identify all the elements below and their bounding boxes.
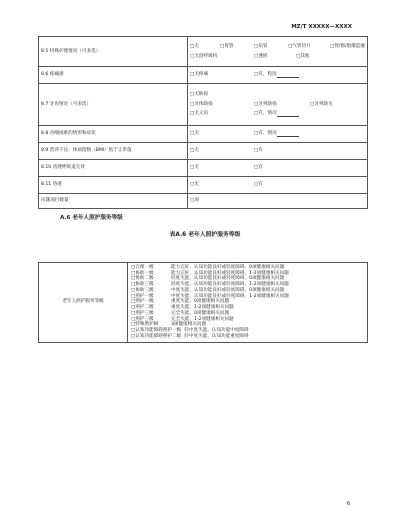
option-no-denture[interactable]: □无义齿 <box>190 111 209 117</box>
table-caption: 表A.6 老年人照护服务等级 <box>169 232 241 238</box>
table-row <box>39 160 368 177</box>
option-tooth-defect[interactable]: □牙体缺损 <box>190 101 213 107</box>
row-label-problem-count: 问题项目数量 <box>39 194 188 209</box>
option-urinary-catheter[interactable]: □尿管 <box>254 43 268 49</box>
option-no-pain[interactable]: □无疼痛 <box>190 72 209 78</box>
care-grade-description: 能力完好、认知功能良好或轻度障碍、1-2项健康相关问题 <box>171 270 289 276</box>
option-line <box>190 165 365 171</box>
special-care-options <box>188 37 368 67</box>
assessment-table <box>38 36 368 209</box>
care-grade: □自理一级 <box>131 265 154 270</box>
option-line <box>190 131 365 137</box>
table-row <box>39 177 368 194</box>
option-no[interactable]: □无 <box>190 131 199 137</box>
care-grade-description: 完全失能、0项健康相关问题 <box>171 310 230 316</box>
option-line <box>190 44 365 50</box>
option-denture-detail-label: □有，情况 <box>254 111 277 117</box>
option-line <box>190 72 365 78</box>
row-label-airway: 8.10 清理呼吸道无效 <box>39 160 188 177</box>
care-level-options <box>128 263 368 343</box>
option-line <box>190 54 365 60</box>
table-row <box>39 194 368 209</box>
table-row <box>39 67 368 84</box>
care-grade-description: 中度失能、认知功能良好或轻度障碍、0项健康相关问题 <box>171 287 285 293</box>
care-grade-description: 轻中度失能、认知功能重度障碍 <box>184 333 249 339</box>
option-dentition-defect[interactable]: □牙列缺损 <box>254 101 277 107</box>
care-grade: □认知功能障碍照护二级 <box>131 333 182 339</box>
care-grade: □协助三级 <box>131 287 154 293</box>
airway-options <box>188 160 368 177</box>
option-line <box>190 92 365 98</box>
option-yes-detail[interactable] <box>254 131 299 137</box>
table-row <box>39 37 368 67</box>
care-grade-description: 轻度失能、认知功能良好或轻度障碍、0项健康相关问题 <box>171 276 285 282</box>
malnutrition-options <box>188 143 368 160</box>
care-grade: □协助二级 <box>131 276 154 282</box>
row-label-teeth: 8.7 牙齿情况（可多选） <box>39 84 188 126</box>
option-gastric-tube[interactable]: □胃管 <box>220 43 234 49</box>
denture-detail-blank[interactable] <box>277 112 299 117</box>
option-line <box>190 148 365 154</box>
care-grade-description: 重度失能、0项健康相关问题 <box>171 299 230 305</box>
swallowing-options <box>188 126 368 143</box>
care-grade: □协助一级 <box>131 270 154 276</box>
option-yes-detail-label: □有，情况 <box>254 131 277 137</box>
option-no[interactable]: □无 <box>190 182 199 188</box>
table-row <box>39 84 368 126</box>
care-level-row[interactable] <box>131 334 364 340</box>
option-tracheotomy[interactable]: □气管切开 <box>288 43 311 49</box>
care-grade: □照护二级 <box>131 305 154 311</box>
care-grade: □照护一级 <box>131 293 154 299</box>
option-fistula[interactable]: □肾/膀/胆痿造瘘 <box>330 43 365 49</box>
problem-count-field[interactable]: □项 <box>188 194 368 209</box>
option-no[interactable]: □无 <box>190 148 199 154</box>
option-line <box>190 102 365 108</box>
option-no-defect[interactable]: □无缺损 <box>190 91 209 97</box>
row-label-coma: 8.11 昏迷 <box>39 177 188 194</box>
table-row <box>39 263 368 343</box>
option-yes[interactable]: □有 <box>254 182 263 188</box>
swallowing-detail-blank[interactable] <box>277 132 299 137</box>
care-grade-description: 完全失能、1-2项健康相关问题 <box>171 316 234 322</box>
pain-options <box>188 67 368 84</box>
option-yes[interactable]: □有 <box>254 165 263 171</box>
row-label-special-care: 8.5 特殊护理情况（可多选） <box>39 37 188 67</box>
coma-options <box>188 177 368 194</box>
care-grade: □照护三级 <box>131 310 154 316</box>
option-line <box>190 182 365 188</box>
table-row <box>39 126 368 143</box>
row-label-swallowing: 8.8 吞咽困难的情形和症状 <box>39 126 188 143</box>
option-dentition-missing[interactable]: □牙列缺失 <box>310 101 333 107</box>
care-grade: □协助三级 <box>131 282 154 288</box>
option-dialysis[interactable]: □透析 <box>254 53 268 59</box>
option-other[interactable]: □其他 <box>296 53 310 59</box>
care-level-table <box>38 262 368 343</box>
option-denture-detail[interactable] <box>254 111 299 117</box>
option-no[interactable]: □无 <box>190 165 199 171</box>
care-grade: □照护三级 <box>131 316 154 322</box>
care-grade: □认知功能障碍照护一级 <box>131 328 182 334</box>
teeth-options <box>188 84 368 126</box>
care-grade-description: 3项健康相关问题 <box>171 322 207 328</box>
row-label-pain: 8.6 疼痛感 <box>39 67 188 84</box>
care-grade-description: 能力完好、认知功能良好或轻度障碍、0项健康相关问题 <box>171 265 285 270</box>
option-none[interactable]: □无 <box>190 43 199 49</box>
care-grade-description: 重度失能、1-2项健康相关问题 <box>171 305 234 311</box>
care-grade-description: 轻度失能、认知功能良好或轻度障碍、1-2项健康相关问题 <box>171 282 289 288</box>
option-pain-level[interactable] <box>254 72 299 78</box>
pain-level-blank[interactable] <box>277 73 299 78</box>
option-yes[interactable]: □有 <box>254 148 263 154</box>
page-number: 6 <box>346 501 350 507</box>
care-grade: □照护一级 <box>131 299 154 305</box>
section-title: A.6 老年人照护服务等级 <box>60 215 123 221</box>
care-grade: □特殊照护级 <box>131 322 159 328</box>
option-line <box>190 111 365 117</box>
care-level-label: 老年人照护服务等级 <box>39 263 128 343</box>
option-pain-level-label: □有，程度 <box>254 72 277 78</box>
table-row <box>39 143 368 160</box>
row-label-malnutrition: 8.9 营养不良：体质指数（BMI）低于正常值 <box>39 143 188 160</box>
option-ventilator[interactable]: □无创呼吸机 <box>190 53 218 59</box>
document-code: MZ/T XXXXX—XXXX <box>291 24 352 30</box>
care-grade-description: 中度失能、认知功能良好或轻度障碍、1-2项健康相关问题 <box>171 293 289 299</box>
care-grade-description: 轻中度失能、认知功能中度障碍 <box>184 328 249 334</box>
